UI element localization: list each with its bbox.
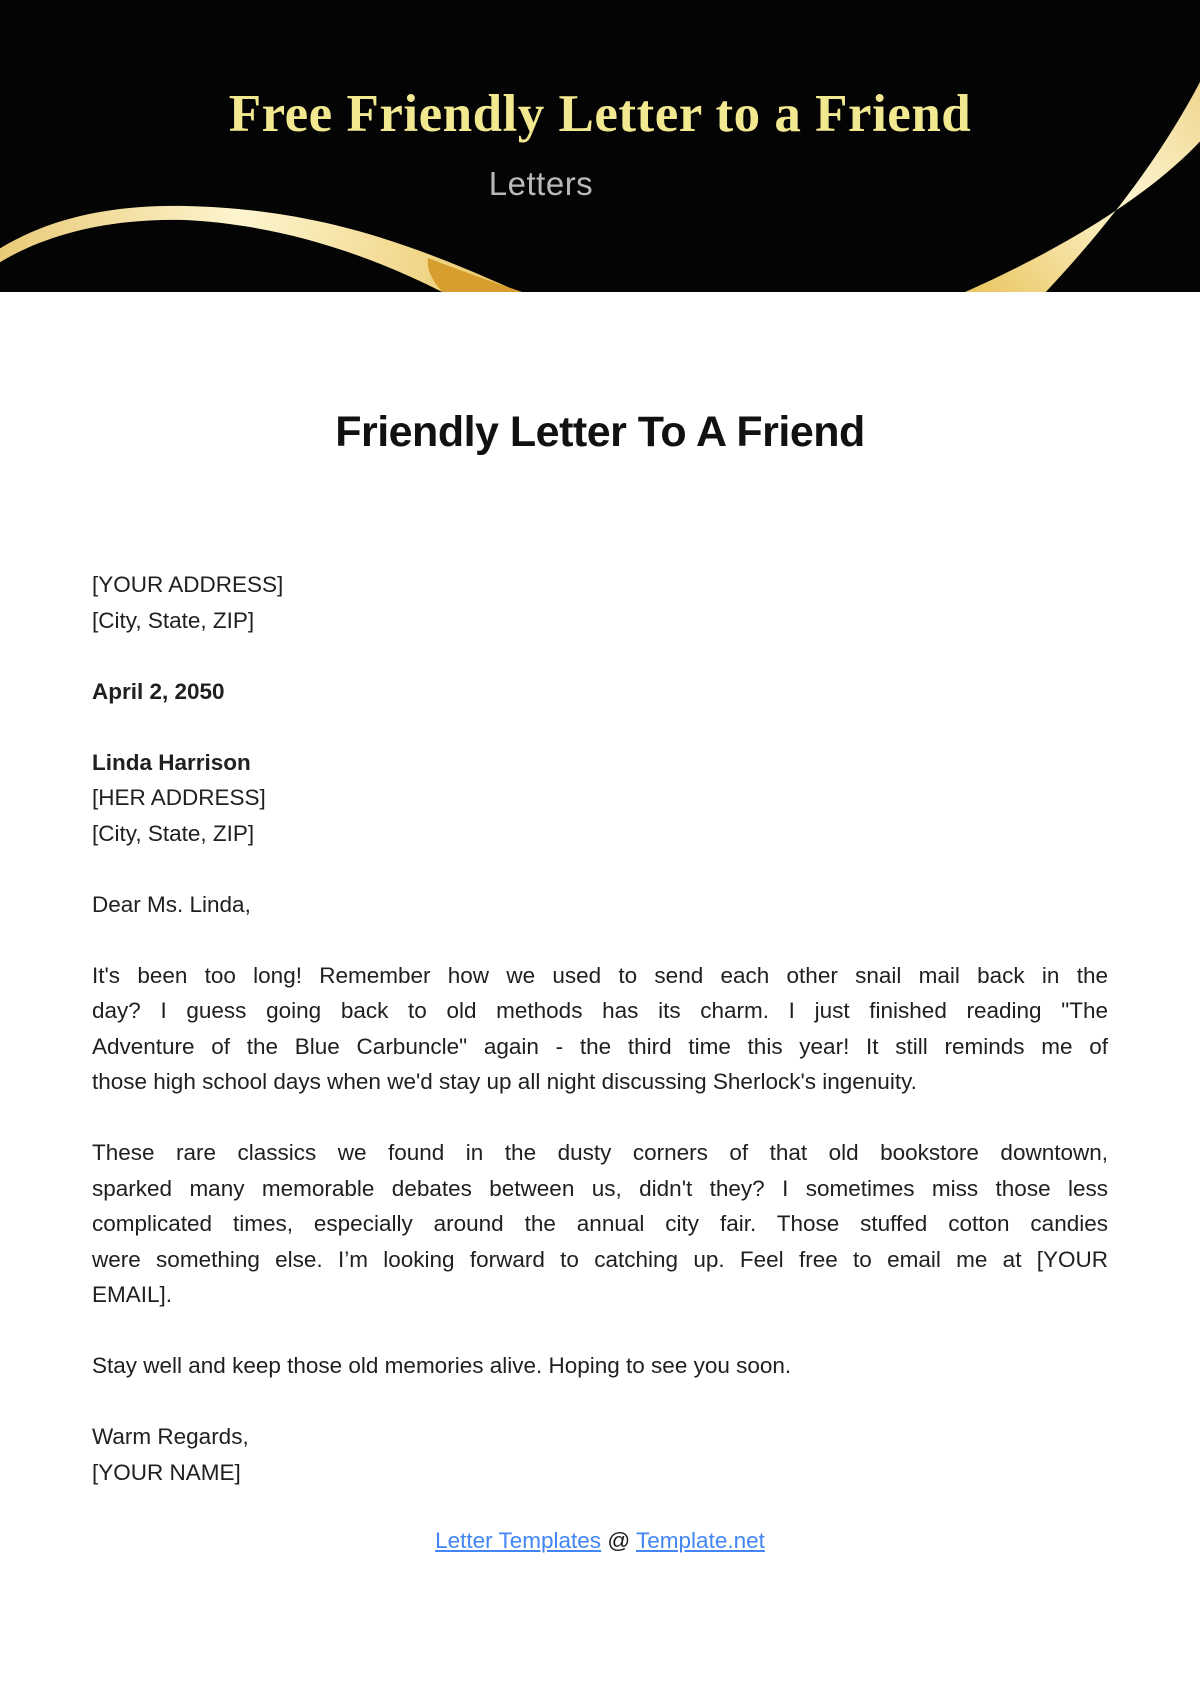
letter-date: April 2, 2050 [92, 678, 225, 704]
banner-title: Free Friendly Letter to a Friend [228, 85, 972, 143]
salutation: Dear Ms. Linda, [92, 891, 251, 917]
banner [0, 0, 1200, 292]
paragraph-line: sparked many memorable debates between us, didn't they? I sometimes miss those less [92, 1175, 1108, 1201]
sender-address [92, 567, 1108, 638]
closing-block [92, 1419, 1108, 1490]
paragraph-line: day? I guess going back to old methods has its charm. I just finished reading "The [92, 998, 1108, 1024]
paragraph-line: Stay well and keep those old memories alive. Hoping to see you soon. [92, 1353, 792, 1379]
recipient-address-line: [HER ADDRESS] [92, 785, 266, 811]
recipient-block [92, 745, 1108, 852]
paragraph [92, 1135, 1108, 1313]
paragraph [92, 958, 1108, 1100]
closing: Warm Regards, [92, 1424, 249, 1450]
paragraph [92, 1348, 1108, 1384]
footer-separator: @ [607, 1527, 631, 1553]
letter-templates-link[interactable]: Letter Templates [435, 1527, 602, 1553]
banner-subtitle: Letters [488, 165, 594, 202]
paragraphs [92, 958, 1108, 1384]
paragraph-line: It's been too long! Remember how we used to send each other snail mail back in the [92, 962, 1108, 988]
paragraph-line: those high school days when we'd stay up all night discussing Sherlock's ingenuity. [92, 1069, 917, 1095]
paragraph-line: were something else. I’m looking forward to catching up. Feel free to email me at [YOUR [92, 1246, 1108, 1272]
page-title: Friendly Letter To A Friend [335, 408, 865, 456]
sender-address-line: [City, State, ZIP] [92, 607, 255, 633]
paragraph-line: Adventure of the Blue Carbuncle" again - the third time this year! It still reminds me of [92, 1033, 1108, 1059]
template-net-link[interactable]: Template.net [636, 1527, 765, 1553]
paragraph-line: EMAIL]. [92, 1282, 173, 1308]
paragraph-line: These rare classics we found in the dusty corners of that old bookstore downtown, [92, 1140, 1108, 1166]
recipient-address-line: [City, State, ZIP] [92, 820, 255, 846]
letter-document [0, 410, 1200, 1556]
letter-body [92, 567, 1108, 1490]
paragraph-line: complicated times, especially around the annual city fair. Those stuffed cotton candies [92, 1211, 1108, 1237]
sender-address-line: [YOUR ADDRESS] [92, 572, 284, 598]
footer [92, 1526, 1108, 1556]
recipient-name: Linda Harrison [92, 749, 251, 775]
signature: [YOUR NAME] [92, 1459, 241, 1485]
